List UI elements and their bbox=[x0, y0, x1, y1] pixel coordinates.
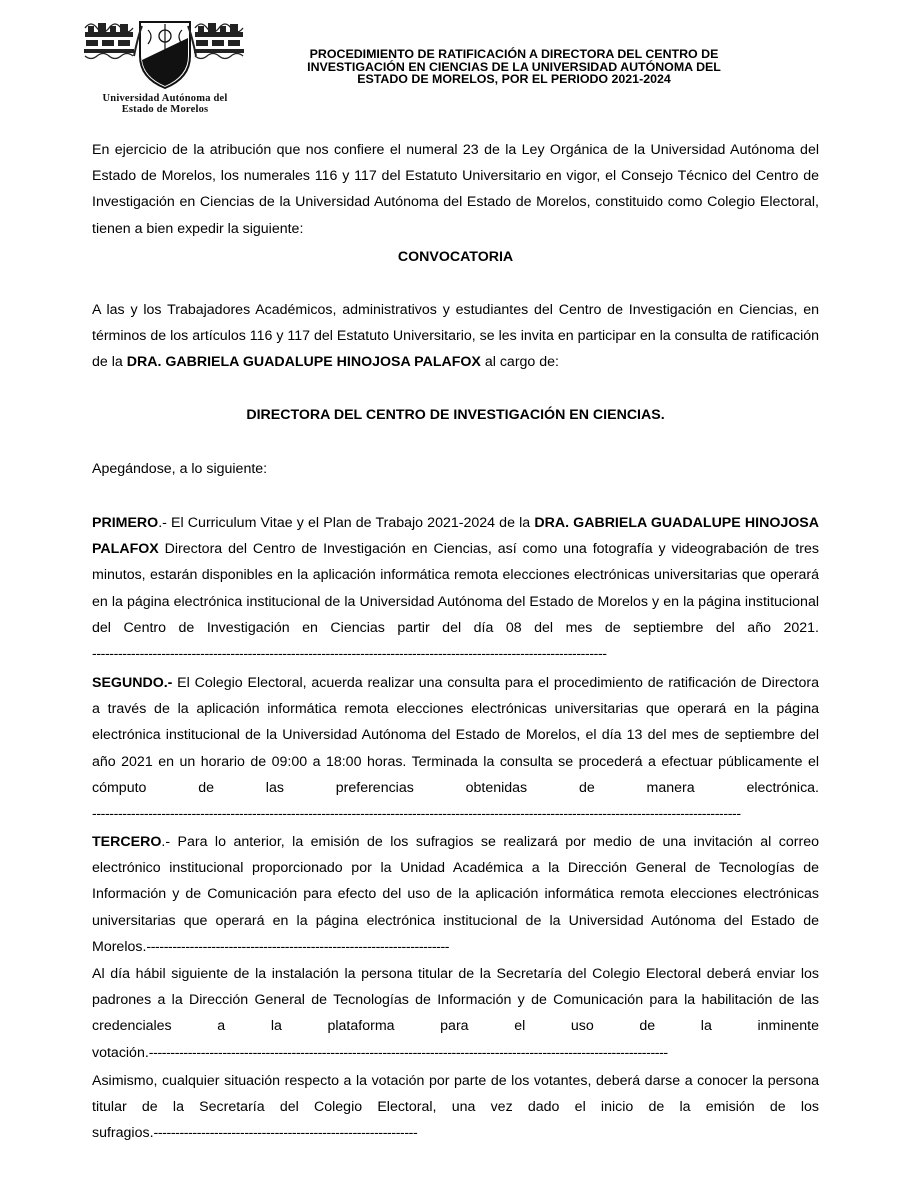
candidate-name: DRA. GABRIELA GUADALUPE HINOJOSA PALAFOX bbox=[126, 354, 481, 371]
title-line: INVESTIGACIÓN EN CIENCIAS DE LA UNIVERSIDAD AUTÓNOMA DEL bbox=[307, 59, 721, 74]
habil-dashes: ------------------------------------------------------------------------------------------------------------------------ bbox=[148, 1044, 668, 1061]
candidate-name: DRA. GABRIELA GUADALUPE HINOJOSA PALAFOX bbox=[92, 515, 819, 558]
invitation-text: A las y los Trabajadores Académicos, administrativos y estudiantes del Centro de Investigación en Ciencias, en términos de los artículos 116 y 117 del Estatuto Universitario, se les invita en participar en la consulta de ratificación de la bbox=[92, 302, 819, 371]
asimismo-dashes: ------------------------------------------------------------- bbox=[153, 1125, 418, 1142]
intro-paragraph: En ejercicio de la atribución que nos confiere el numeral 23 de la Ley Orgánica de la Universidad Autónoma del Estado de Morelos, los numerales 116 y 117 del Estatuto Universitario en vigor, el Consejo Técnico del Centro de Investigación en Ciencias de la Universidad Autónoma del Estado de Morelos, constituido como Colegio Electoral, tienen a bien expedir la siguiente: bbox=[92, 142, 819, 237]
primero-label: PRIMERO bbox=[92, 515, 159, 531]
habil-paragraph bbox=[92, 961, 819, 1066]
primero-paragraph bbox=[92, 510, 819, 667]
primero-dashes: ----------------------------------------------------------------------------------------------------------------------- bbox=[92, 646, 607, 663]
habil-text: Al día hábil siguiente de la instalación la persona titular de la Secretaría del Colegio Electoral deberá enviar los padrones a la Dirección General de Tecnologías de Información y de Comunicación para la habilitación de las credenciales a la plataforma para el uso de la inminente votación. bbox=[92, 966, 819, 1061]
apegandose-line: Apegándose, a lo siguiente: bbox=[92, 461, 268, 477]
segundo-label: SEGUNDO.- bbox=[92, 675, 173, 691]
tercero-dashes: ---------------------------------------------------------------------- bbox=[146, 938, 450, 955]
university-logo bbox=[82, 16, 248, 118]
invitation-paragraph bbox=[92, 297, 819, 376]
segundo-dashes: ------------------------------------------------------------------------------------------------------------------------------------------------------ bbox=[92, 806, 741, 823]
tercero-text: .- Para lo anterior, la emisión de los sufragios se realizará por medio de una invitación al correo electrónico institucional proporcionado por la Unidad Académica a la Dirección General de Tecnologías de Información y de Comunicación para efecto del uso de la aplicación informática remota elecciones electrónicas universitarias que operará en la página electrónica institucional de la Universidad Autónoma del Estado de Morelos. bbox=[92, 834, 819, 955]
asimismo-text: Asimismo, cualquier situación respecto a la votación por parte de los votantes, deberá darse a conocer la persona titular de la Secretaría del Colegio Electoral, una vez dado el inicio de la emisión de los sufragios. bbox=[92, 1073, 819, 1142]
tercero-label: TERCERO bbox=[92, 834, 162, 850]
document-title bbox=[250, 48, 778, 86]
invitation-suffix: al cargo de: bbox=[480, 354, 559, 371]
university-seal-icon bbox=[82, 16, 248, 94]
logo-text-line-2: Estado de Morelos bbox=[121, 104, 209, 115]
position-heading: DIRECTORA DEL CENTRO DE INVESTIGACIÓN EN CIENCIAS. bbox=[246, 407, 665, 423]
convocatoria-heading: CONVOCATORIA bbox=[397, 249, 514, 265]
tercero-paragraph bbox=[92, 829, 819, 960]
title-line: PROCEDIMIENTO DE RATIFICACIÓN A DIRECTORA DEL CENTRO DE bbox=[309, 47, 719, 61]
logo-text-line-1: Universidad Autónoma del bbox=[102, 93, 228, 104]
segundo-paragraph bbox=[92, 670, 819, 827]
segundo-text: El Colegio Electoral, acuerda realizar una consulta para el procedimiento de ratificación de Directora a través de la aplicación informática remota elecciones electrónicas universitarias que operará en la página electrónica institucional de la Universidad Autónoma del Estado de Morelos, el día 13 del mes de septiembre del año 2021 en un horario de 09:00 a 18:00 horas. Terminada la consulta se procederá a efectuar públicamente el cómputo de las preferencias obtenidas de manera electrónica. bbox=[92, 675, 819, 796]
title-line: ESTADO DE MORELOS, POR EL PERIODO 2021-2024 bbox=[357, 72, 671, 86]
primero-text: Directora del Centro de Investigación en Ciencias, así como una fotografía y videograbación de tres minutos, estarán disponibles en la aplicación informática remota elecciones electrónicas universitarias que operará en la página electrónica institucional de la Universidad Autónoma del Estado de Morelos y en la página institucional del Centro de Investigación en Ciencias partir del día 08 del mes de septiembre del año 2021. bbox=[92, 541, 819, 636]
asimismo-paragraph bbox=[92, 1068, 819, 1147]
primero-sep: .- El Curriculum Vitae y el Plan de Trabajo 2021-2024 de la bbox=[158, 515, 535, 531]
